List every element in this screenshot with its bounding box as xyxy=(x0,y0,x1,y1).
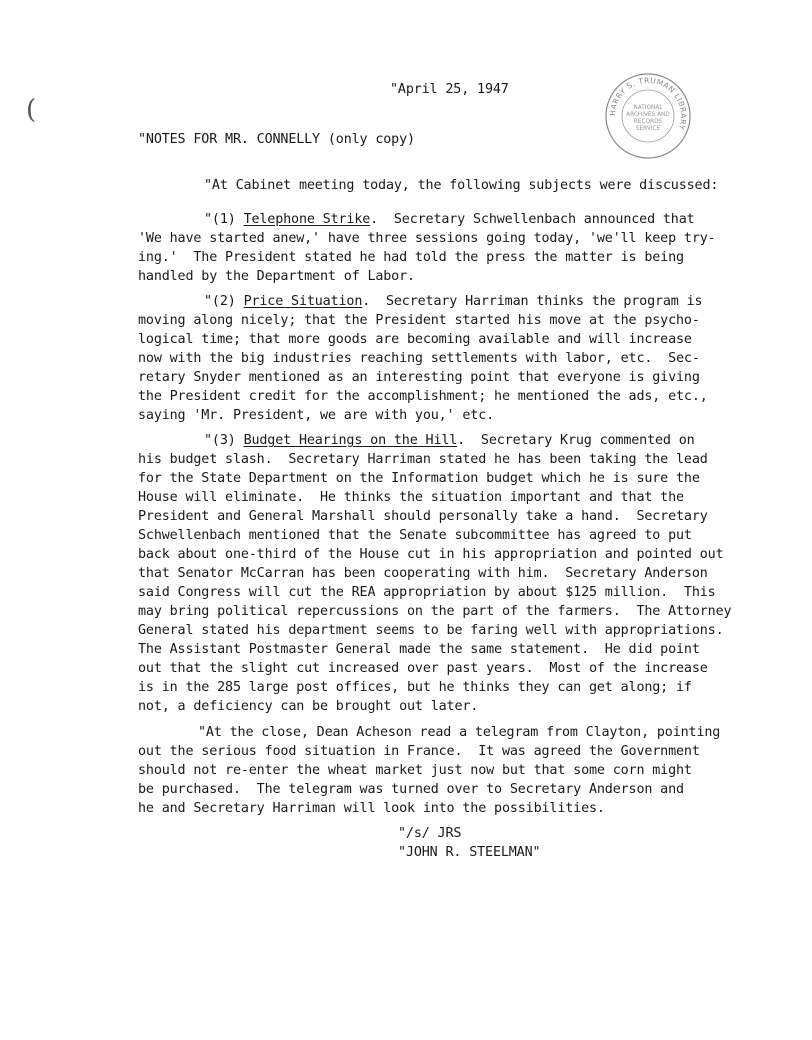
stamp-line-2: ARCHIVES AND xyxy=(626,112,670,118)
stamp-line-4: SERVICE xyxy=(635,126,661,132)
stamp-ring-text: HARRY S. TRUMAN LIBRARY xyxy=(607,75,689,132)
item-1-line: handled by the Department of Labor. xyxy=(138,269,415,284)
item-3-first-line xyxy=(204,431,695,450)
item-2-number: "(2) xyxy=(204,294,244,309)
item-3-line: not, a deficiency can be brought out later. xyxy=(138,699,479,714)
item-3-rest: . Secretary Krug commented on xyxy=(457,433,695,448)
item-3-line: The Assistant Postmaster General made the same statement. He did point xyxy=(138,642,700,657)
signature-name: "JOHN R. STEELMAN" xyxy=(398,845,541,860)
item-3-line: may bring political repercussions on the part of the farmers. The Attorney xyxy=(138,604,732,619)
item-2-line: moving along nicely; that the President started his move at the psycho- xyxy=(138,313,700,328)
item-3-line: said Congress will cut the REA appropriation by about $125 million. This xyxy=(138,585,716,600)
closing-line: be purchased. The telegram was turned over to Secretary Anderson and xyxy=(138,782,684,797)
item-3-line: that Senator McCarran has been cooperating with him. Secretary Anderson xyxy=(138,566,708,581)
item-3-line: Schwellenbach mentioned that the Senate subcommittee has agreed to put xyxy=(138,528,692,543)
item-3-number: "(3) xyxy=(204,433,244,448)
closing-line: should not re-enter the wheat market just now but that some corn might xyxy=(138,763,692,778)
item-2-line: logical time; that more goods are becoming available and will increase xyxy=(138,332,692,347)
closing-line: out the serious food situation in France. It was agreed the Government xyxy=(138,744,700,759)
item-2-first-line xyxy=(204,292,702,311)
item-3-line: for the State Department on the Information budget which he is sure the xyxy=(138,471,700,486)
item-2-line: saying 'Mr. President, we are with you,' etc. xyxy=(138,408,495,423)
item-3-line: his budget slash. Secretary Harriman stated he has been taking the lead xyxy=(138,452,708,467)
item-1-first-line xyxy=(204,210,695,229)
closing-line: he and Secretary Harriman will look into the possibilities. xyxy=(138,801,605,816)
item-1-rest: . Secretary Schwellenbach announced that xyxy=(370,212,695,227)
item-1-line: ing.' The President stated he had told the press the matter is being xyxy=(138,250,684,265)
item-2-line: the President credit for the accomplishment; he mentioned the ads, etc., xyxy=(138,389,708,404)
item-2-subject: Price Situation xyxy=(243,294,363,309)
stamp-line-3: RECORDS xyxy=(633,119,663,125)
item-3-line: President and General Marshall should personally take a hand. Secretary xyxy=(138,509,708,524)
item-3-line: House will eliminate. He thinks the situation important and that the xyxy=(138,490,684,505)
archives-stamp xyxy=(604,72,692,160)
item-1-subject: Telephone Strike xyxy=(243,212,371,227)
intro-paragraph: "At Cabinet meeting today, the following subjects were discussed: xyxy=(204,178,719,193)
item-1-line: 'We have started anew,' have three sessions going today, 'we'll keep try- xyxy=(138,231,716,246)
item-3-line: back about one-third of the House cut in his appropriation and pointed out xyxy=(138,547,724,562)
item-1-number: "(1) xyxy=(204,212,244,227)
item-3-line: is in the 285 large post offices, but he thinks they can get along; if xyxy=(138,680,692,695)
item-3-subject: Budget Hearings on the Hill xyxy=(243,433,458,448)
item-2-rest: . Secretary Harriman thinks the program is xyxy=(362,294,703,309)
item-2-line: now with the big industries reaching settlements with labor, etc. Sec- xyxy=(138,351,700,366)
document-date: "April 25, 1947 xyxy=(390,82,509,97)
closing-line: "At the close, Dean Acheson read a telegram from Clayton, pointing xyxy=(198,725,721,740)
signature-initials: "/s/ JRS xyxy=(398,826,462,841)
item-2-line: retary Snyder mentioned as an interesting point that everyone is giving xyxy=(138,370,700,385)
item-3-line: out that the slight cut increased over past years. Most of the increase xyxy=(138,661,708,676)
item-3-line: General stated his department seems to be faring well with appropriations. xyxy=(138,623,724,638)
margin-mark: ( xyxy=(26,95,37,125)
document-heading: "NOTES FOR MR. CONNELLY (only copy) xyxy=(138,132,415,147)
stamp-line-1: NATIONAL xyxy=(633,105,663,111)
